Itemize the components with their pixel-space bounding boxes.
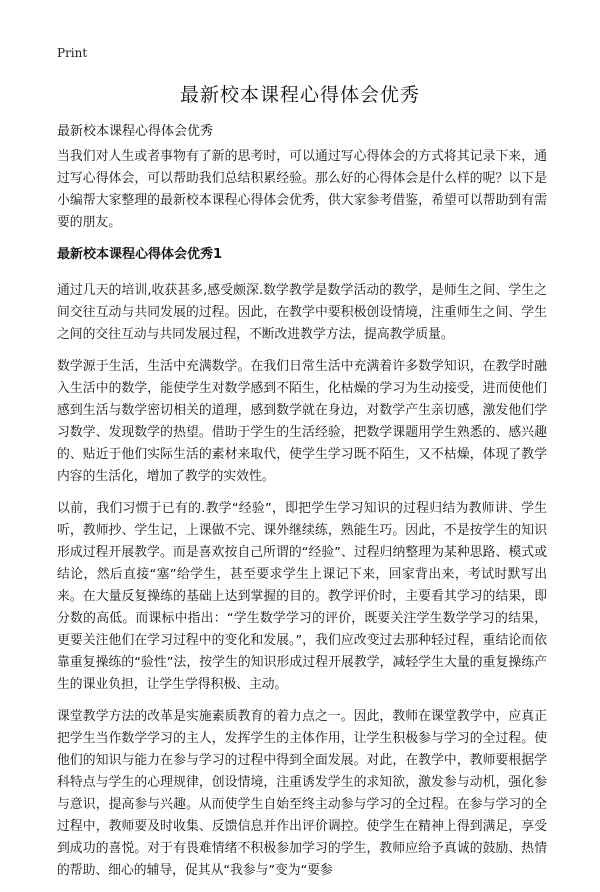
article-body xyxy=(57,146,547,892)
body-paragraph-3: 以前，我们习惯于已有的.教学“经验”，即把学生学习知识的过程归结为教师讲、学生听，教师抄、学生记，上课做不完、课外继续练，熟能生巧。因此，不是按学生的知识形成过程开展教学。而是喜欢按自己所谓的“经验”、过程归纳整理为某种思路、模式或结论，然后直接“塞”给学生，甚至要求学生上课记下来，回家背出来，考试时默写出来。在大量反复操练的基础上达到掌握的目的。教学评价时，主要看其学习的结果，即分数的高低。而课标中指出：“学生数学学习的评价，既要关注学生数学学习的结果，更要关注他们在学习过程中的变化和发展。”，我们应改变过去那种轻过程，重结论而依靠重复操练的“验性”法，按学生的知识形成过程开展教学，减轻学生大量的重复操练产生的课业负担，让学生学得积极、主动。 xyxy=(57,501,547,692)
page-title: 最新校本课程心得体会优秀 xyxy=(179,84,420,106)
print-link[interactable]: Print xyxy=(57,46,88,60)
body-paragraph-4: 课堂教学方法的改革是实施素质教育的着力点之一。因此，教师在课堂教学中，应真正把学生当作数学学习的主人，发挥学生的主体作用，让学生积极参与学习的全过程。使他们的知识与能力在参与学习的过程中得到全面发展。对此，在教学中，教师要根据学科特点与学生的心理规律，创设情境，注重诱发学生的求知欲，激发参与动机，强化参与意识，提高参与兴趣。从而使学生自始至终主动参与学习的全过程。在参与学习的全过程中，教师要及时收集、反馈信息并作出评价调控。使学生在精神上得到满足，享受到成功的喜悦。对于有畏难情绪不积极参加学习的学生，教师应给予真诚的鼓励、热情的帮助、细心的辅导，促其从“我参与”变为“要参 xyxy=(57,709,547,878)
page-subtitle: 最新校本课程心得体会优秀 xyxy=(57,124,214,139)
body-paragraph-2: 数学源于生活，生活中充满数学。在我们日常生活中充满着许多数学知识，在教学时融入生活中的数学，能使学生对数学感到不陌生，化枯燥的学习为生动接受，进而使他们感到生活与数学密切相关的道理，感到数学就在身边，对数学产生亲切感，激发他们学习数学、发现数学的热望。借助于学生的生活经验，把数学课题用学生熟悉的、感兴趣的、贴近于他们实际生活的素材来取代，使学生学习既不陌生，又不枯燥，体现了教学内容的生活化，增加了教学的实效性。 xyxy=(57,359,547,484)
body-paragraph-1: 通过几天的培训,收获甚多,感受颇深.数学教学是数学活动的教学，是师生之间、学生之间交往互动与共同发展的过程。因此，在教学中要积极创设情境，注重师生之间、学生之间的交往互动与共同发展过程，不断改进教学方法，提高教学质量。 xyxy=(57,283,547,342)
intro-paragraph: 当我们对人生或者事物有了新的思考时，可以通过写心得体会的方式将其记录下来，通过写心得体会，可以帮助我们总结积累经验。那么好的心得体会是什么样的呢？以下是小编帮大家整理的最新校本课程心得体会优秀，供大家参考借鉴，希望可以帮助到有需要的朋友。 xyxy=(57,149,547,230)
section-heading: 最新校本课程心得体会优秀1 xyxy=(57,247,223,262)
